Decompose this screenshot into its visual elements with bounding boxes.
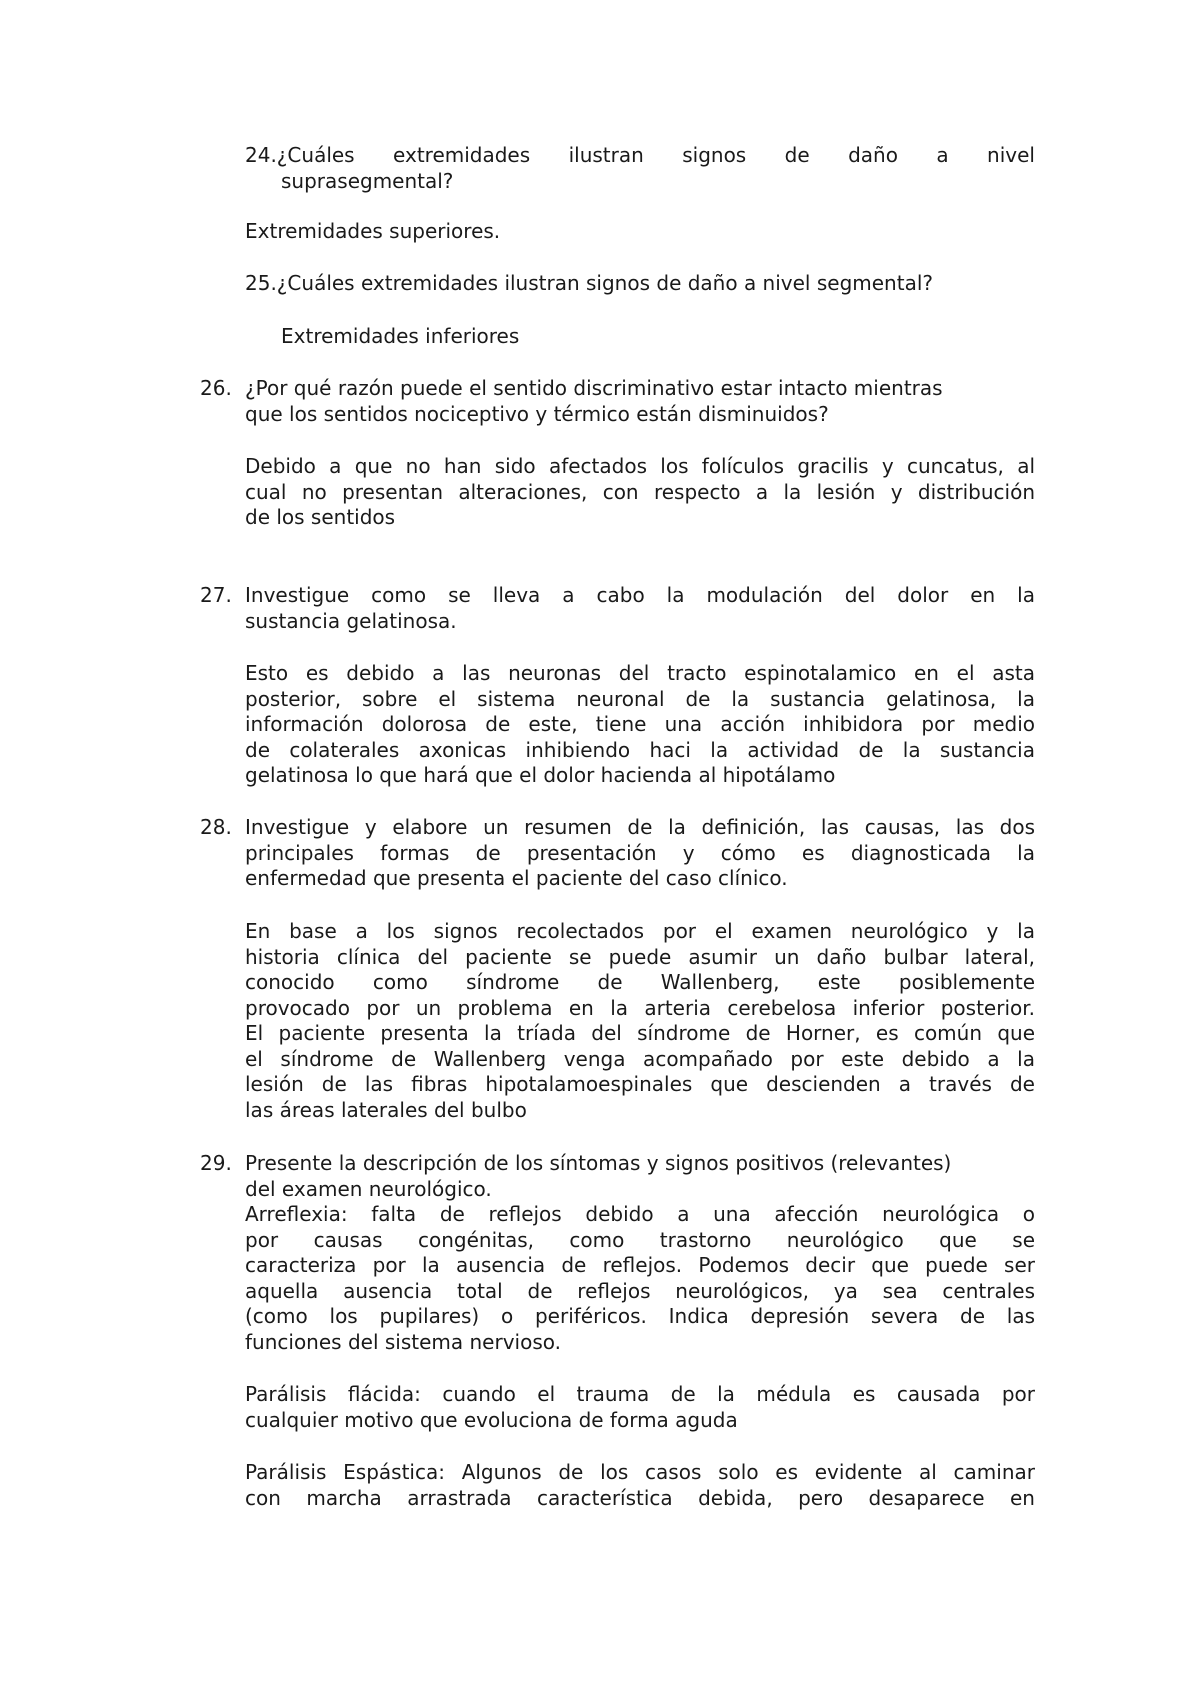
answer-28-line: las áreas laterales del bulbo [245,1097,527,1122]
question-24-line: 24.¿Cuáles extremidades ilustran signos de daño a nivel [245,143,1035,167]
question-28-line: enfermedad que presenta el paciente del caso clínico. [245,866,788,890]
question-28-line: principales formas de presentación y cómo es diagnosticada la [245,840,1035,865]
arreflexia-line: funciones del sistema nervioso. [245,1329,561,1354]
answer-27-line: de colaterales axonicas inhibiendo haci la actividad de la sustancia [245,737,1035,762]
question-29-number: 29. [200,1151,232,1175]
question-28-line: Investigue y elabore un resumen de la definición, las causas, las dos [245,815,1035,839]
answer-27 [245,661,1035,789]
arreflexia-line: por causas congénitas, como trastorno neurológico que se [245,1227,1035,1252]
answer-28-line: conocido como síndrome de Wallenberg, este posiblemente [245,970,1035,994]
question-28-number: 28. [200,815,232,839]
flacida-paragraph [245,1382,1035,1433]
arreflexia-line: Arreflexia: falta de reflejos debido a una afección neurológica o [245,1202,1035,1226]
answer-27-line: información dolorosa de este, tiene una acción inhibidora por medio [245,712,1035,736]
question-26-line: ¿Por qué razón puede el sentido discriminativo estar intacto mientras [245,376,943,400]
question-29 [245,1151,1035,1202]
question-29-line: Presente la descripción de los síntomas y signos positivos (relevantes) [245,1151,952,1175]
answer-27-line: Esto es debido a las neuronas del tracto espinotalamico en el asta [245,661,1035,685]
espastica-line: Parálisis Espástica: Algunos de los casos solo es evidente al caminar [245,1460,1035,1484]
question-27-line: Investigue como se lleva a cabo la modulación del dolor en la [245,583,1035,607]
answer-28-line: historia clínica del paciente se puede asumir un daño bulbar lateral, [245,944,1035,969]
arreflexia-paragraph [245,1202,1035,1355]
answer-28-line: lesión de las fibras hipotalamoespinales que descienden a través de [245,1072,1035,1096]
answer-28-line: En base a los signos recolectados por el examen neurológico y la [245,919,1035,943]
answer-28-line: el síndrome de Wallenberg venga acompañado por este debido a la [245,1046,1035,1071]
arreflexia-line: aquella ausencia total de reflejos neurológicos, ya sea centrales [245,1278,1035,1303]
answer-26-line: de los sentidos [245,505,396,529]
arreflexia-line: (como los pupilares) o periféricos. Indica depresión severa de las [245,1304,1035,1328]
question-25: 25.¿Cuáles extremidades ilustran signos de daño a nivel segmental? [245,271,933,295]
espastica-paragraph [245,1460,1035,1511]
answer-26 [245,454,1035,531]
answer-28-line: El paciente presenta la tríada del síndrome de Horner, es común que [245,1021,1035,1045]
answer-28 [245,919,1035,1123]
question-28 [245,815,1035,892]
question-26 [245,376,1035,427]
question-29-line: del examen neurológico. [245,1176,492,1201]
answer-28-line: provocado por un problema en la arteria cerebelosa inferior posterior. [245,995,1035,1020]
question-26-number: 26. [200,376,232,400]
answer-26-line: Debido a que no han sido afectados los folículos gracilis y cuncatus, al [245,454,1035,478]
espastica-line: con marcha arrastrada característica debida, pero desaparece en [245,1485,1035,1510]
answer-25: Extremidades inferiores [281,324,520,348]
question-27 [245,583,1035,634]
flacida-line: Parálisis flácida: cuando el trauma de la médula es causada por [245,1382,1035,1406]
question-27-line: sustancia gelatinosa. [245,608,457,633]
question-24-line: suprasegmental? [281,168,454,193]
question-26-line: que los sentidos nociceptivo y térmico están disminuidos? [245,401,829,426]
answer-24: Extremidades superiores. [245,219,501,243]
answer-27-line: gelatinosa lo que hará que el dolor hacienda al hipotálamo [245,763,836,787]
flacida-line: cualquier motivo que evoluciona de forma aguda [245,1407,738,1432]
answer-26-line: cual no presentan alteraciones, con respecto a la lesión y distribución [245,479,1035,504]
question-27-number: 27. [200,583,232,607]
answer-27-line: posterior, sobre el sistema neuronal de la sustancia gelatinosa, la [245,686,1035,711]
arreflexia-line: caracteriza por la ausencia de reflejos. Podemos decir que puede ser [245,1253,1035,1277]
question-24 [245,143,1035,194]
